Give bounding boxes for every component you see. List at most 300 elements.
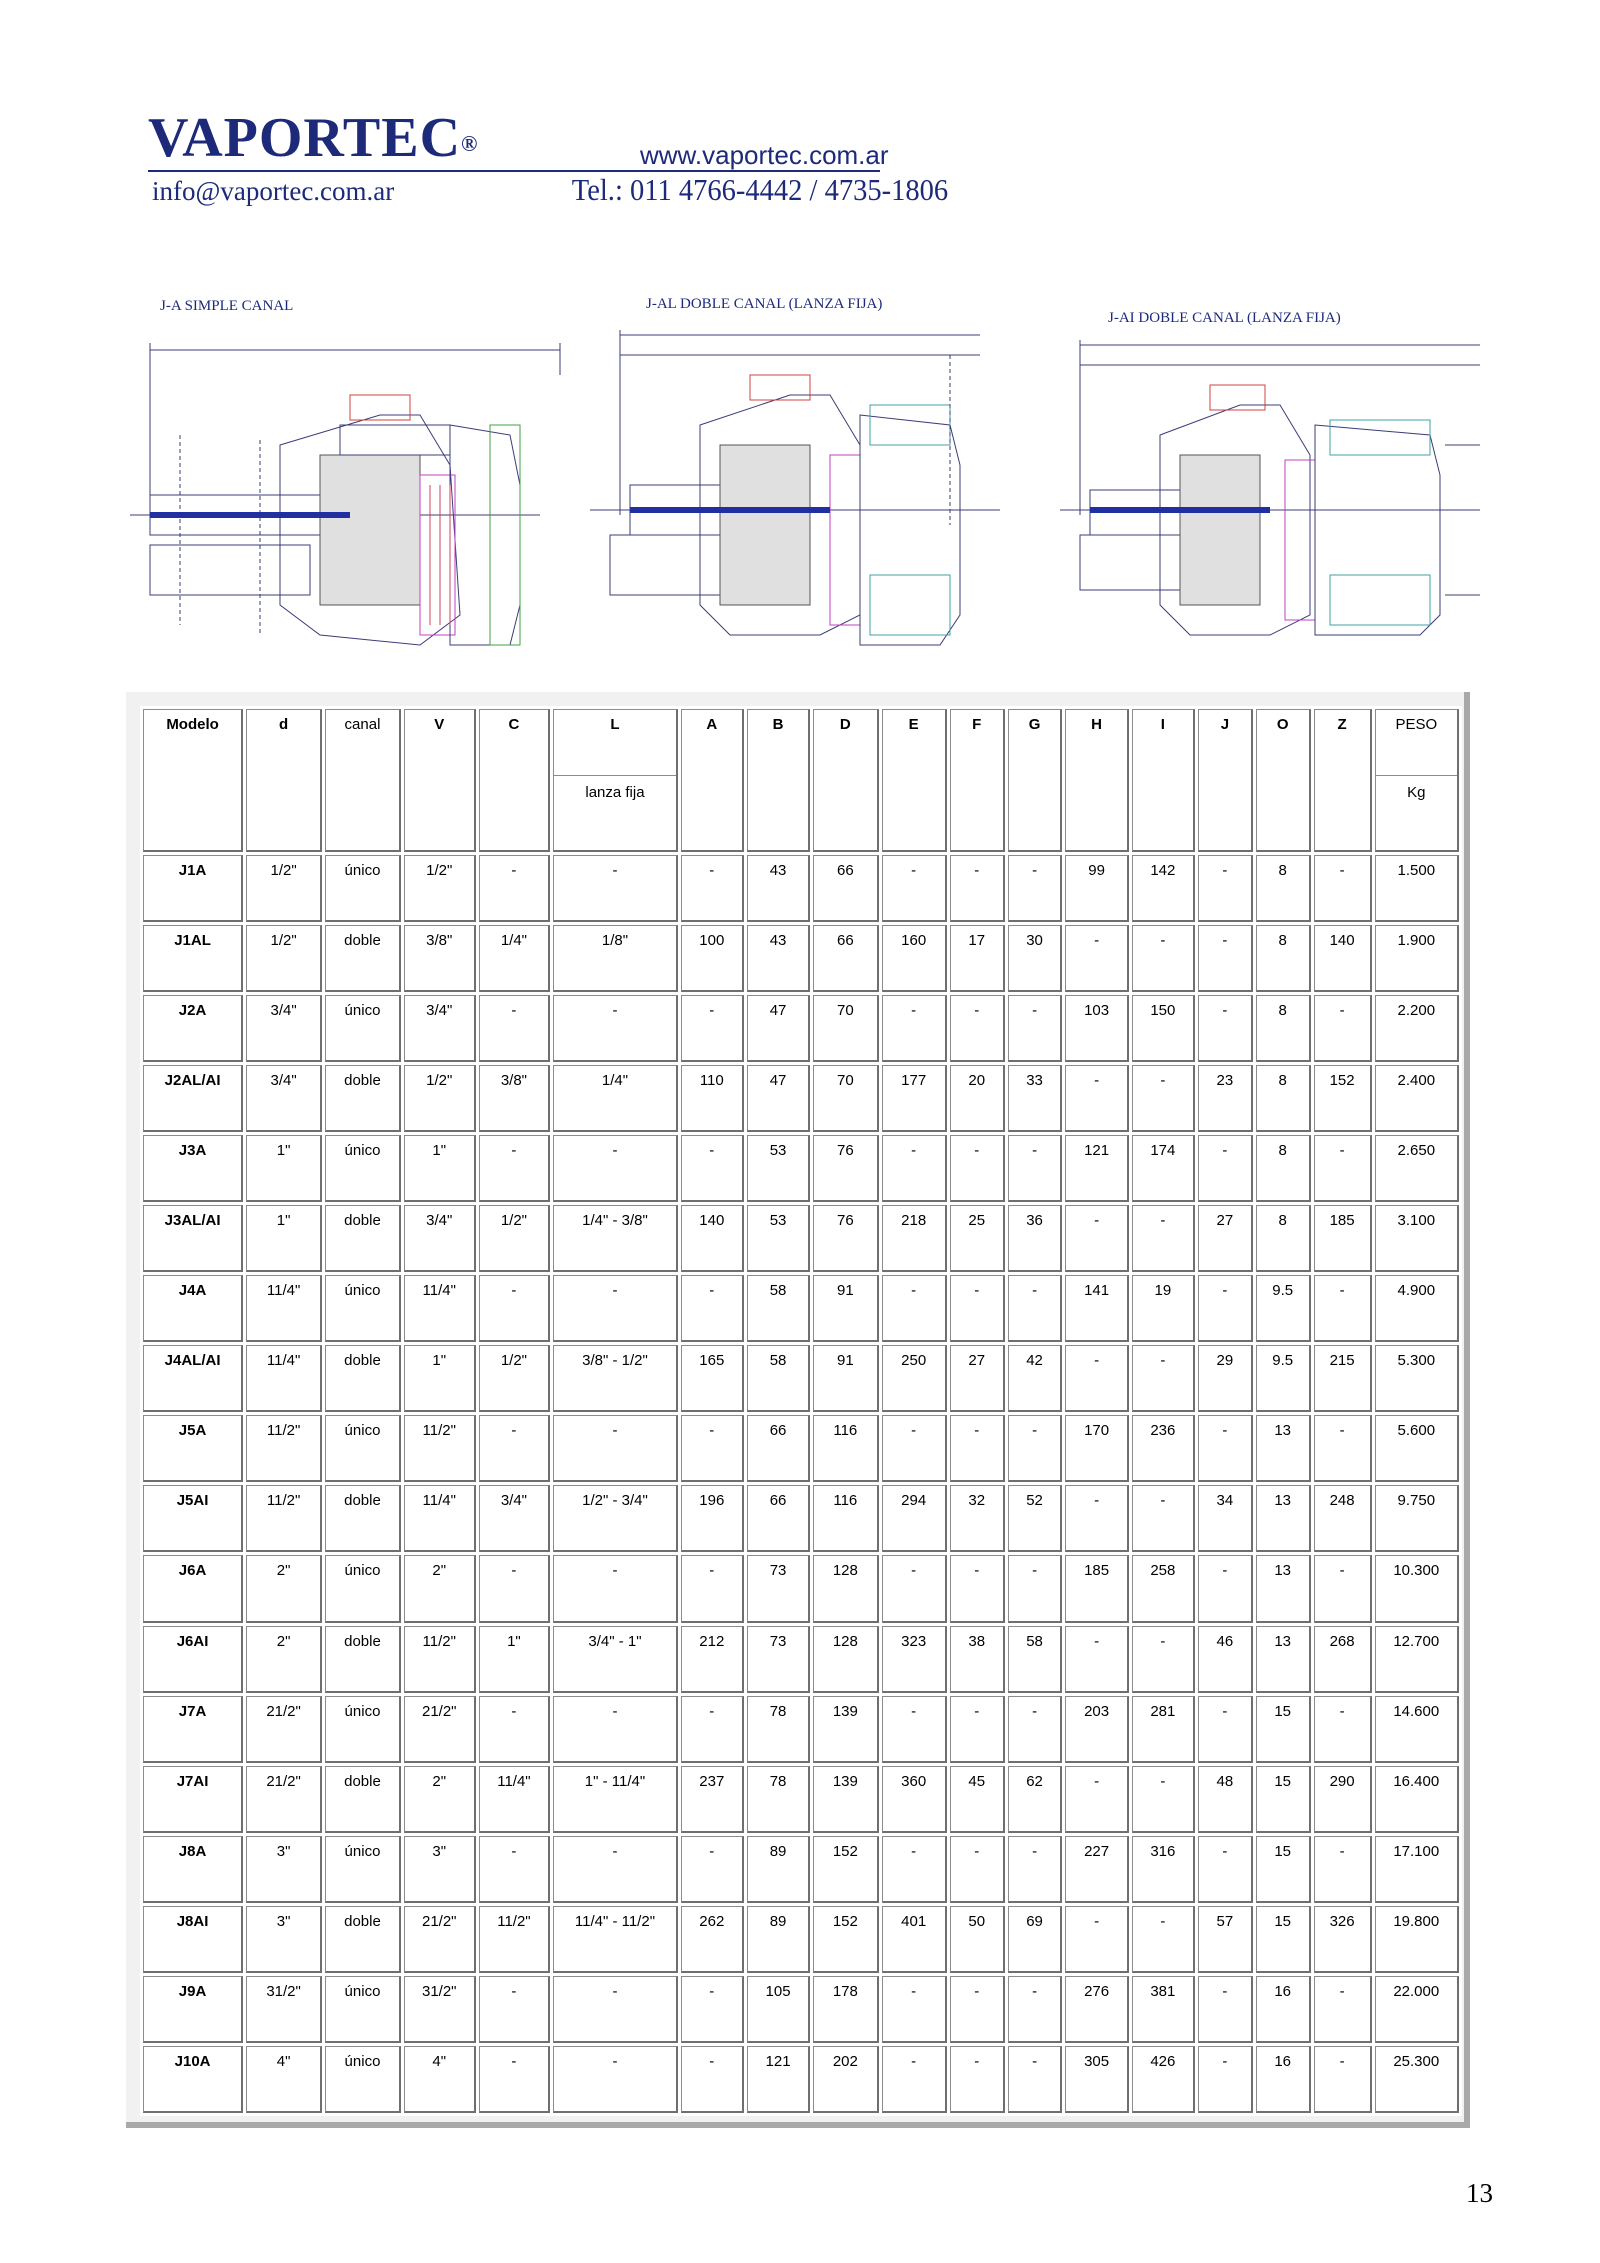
table-cell: 3/4" — [404, 1205, 476, 1272]
table-cell: 290 — [1314, 1766, 1372, 1833]
table-cell: 32 — [950, 1485, 1005, 1552]
table-cell: 323 — [882, 1626, 947, 1693]
table-cell: 250 — [882, 1345, 947, 1412]
table-cell: - — [1198, 855, 1253, 922]
table-cell: - — [681, 995, 744, 1062]
table-cell: doble — [325, 1205, 401, 1272]
table-cell: 17.100 — [1375, 1836, 1459, 1903]
table-cell: 53 — [747, 1135, 810, 1202]
table-cell: 3/4" - 1" — [553, 1626, 677, 1693]
table-cell: 170 — [1065, 1415, 1128, 1482]
drawing-doble-canal-al — [570, 315, 1020, 685]
table-cell-model: J7A — [143, 1696, 243, 1763]
table-cell: - — [553, 1555, 677, 1622]
table-cell: 13 — [1256, 1626, 1311, 1693]
table-cell: 33 — [1008, 1065, 1063, 1132]
table-cell: - — [1314, 1415, 1372, 1482]
table-cell: 178 — [813, 1976, 878, 2043]
table-cell: 1/2" — [479, 1345, 551, 1412]
table-cell: 1/2" — [404, 1065, 476, 1132]
table-cell-model: J10A — [143, 2046, 243, 2113]
table-cell: - — [1198, 995, 1253, 1062]
table-cell: - — [1132, 925, 1195, 992]
table-cell: 1/4" — [479, 925, 551, 992]
table-cell: 426 — [1132, 2046, 1195, 2113]
table-body — [143, 855, 1459, 2113]
table-cell: 99 — [1065, 855, 1128, 922]
brand-logo: VAPORTEC® — [148, 107, 479, 169]
table-cell: 16 — [1256, 1976, 1311, 2043]
table-cell: - — [1008, 1555, 1063, 1622]
table-cell: 4" — [246, 2046, 322, 2113]
table-cell: 305 — [1065, 2046, 1128, 2113]
table-cell-model: J6A — [143, 1555, 243, 1622]
phone-text: Tel.: 011 4766-4442 / 4735-1806 — [571, 172, 949, 207]
table-row — [143, 1205, 1459, 1272]
table-cell: 105 — [747, 1976, 810, 2043]
table-cell: - — [479, 2046, 551, 2113]
table-cell: 236 — [1132, 1415, 1195, 1482]
col-header-v: V — [404, 709, 476, 852]
website-text: www.vaportec.com.ar — [640, 140, 889, 170]
col-header-b: B — [747, 709, 810, 852]
col-header-dd: D — [813, 709, 878, 852]
table-row — [143, 1275, 1459, 1342]
table-cell: - — [1314, 2046, 1372, 2113]
table-cell: 1" — [404, 1345, 476, 1412]
table-cell: - — [1198, 1275, 1253, 1342]
table-cell: 248 — [1314, 1485, 1372, 1552]
table-cell: - — [882, 1555, 947, 1622]
drawing-title-doble-ai: J-AI DOBLE CANAL (LANZA FIJA) — [1108, 310, 1341, 326]
table-cell: - — [1314, 855, 1372, 922]
table-cell: único — [325, 1415, 401, 1482]
col-header-e: E — [882, 709, 947, 852]
table-row — [143, 1555, 1459, 1622]
table-cell: 139 — [813, 1696, 878, 1763]
table-cell: 11/4" - 11/2" — [553, 1906, 677, 1973]
table-cell: 23 — [1198, 1065, 1253, 1132]
table-cell: doble — [325, 1065, 401, 1132]
table-cell: 27 — [950, 1345, 1005, 1412]
table-cell: 14.600 — [1375, 1696, 1459, 1763]
table-cell: 1/4" - 3/8" — [553, 1205, 677, 1272]
table-cell: - — [1008, 1415, 1063, 1482]
table-cell: - — [1314, 1836, 1372, 1903]
table-cell: - — [1008, 1836, 1063, 1903]
table-cell: - — [681, 1976, 744, 2043]
table-cell: 121 — [1065, 1135, 1128, 1202]
table-cell: - — [1132, 1485, 1195, 1552]
table-cell: 2.200 — [1375, 995, 1459, 1062]
table-cell: único — [325, 2046, 401, 2113]
table-cell: - — [950, 995, 1005, 1062]
table-cell: - — [1132, 1626, 1195, 1693]
table-cell: doble — [325, 1626, 401, 1693]
table-cell: - — [882, 1135, 947, 1202]
table-cell: 268 — [1314, 1626, 1372, 1693]
table-cell: único — [325, 1135, 401, 1202]
table-cell-model: J5A — [143, 1415, 243, 1482]
table-cell: 47 — [747, 995, 810, 1062]
drawing-simple-canal — [120, 315, 580, 670]
table-cell: doble — [325, 1766, 401, 1833]
table-cell: 227 — [1065, 1836, 1128, 1903]
table-cell: 11/2" — [246, 1415, 322, 1482]
table-cell-model: J9A — [143, 1976, 243, 2043]
table-cell: 66 — [813, 855, 878, 922]
table-cell: 401 — [882, 1906, 947, 1973]
table-cell: 20 — [950, 1065, 1005, 1132]
table-cell: 1/2" - 3/4" — [553, 1485, 677, 1552]
table-cell: - — [1198, 1135, 1253, 1202]
table-cell: 3/8" — [404, 925, 476, 992]
table-cell: - — [553, 1135, 677, 1202]
table-cell: - — [553, 1836, 677, 1903]
table-cell: 47 — [747, 1065, 810, 1132]
page-number: 13 — [1466, 2178, 1493, 2208]
table-cell: 3/4" — [246, 995, 322, 1062]
table-cell: 69 — [1008, 1906, 1063, 1973]
table-cell: 25 — [950, 1205, 1005, 1272]
table-cell: - — [479, 1836, 551, 1903]
table-cell: único — [325, 1275, 401, 1342]
table-cell: - — [479, 1976, 551, 2043]
table-cell: - — [479, 995, 551, 1062]
table-cell: - — [950, 1836, 1005, 1903]
table-cell: - — [479, 1135, 551, 1202]
table-cell: 2" — [246, 1555, 322, 1622]
table-cell: - — [1198, 925, 1253, 992]
spec-table — [140, 706, 1462, 2116]
table-cell: - — [1008, 995, 1063, 1062]
table-cell: 43 — [747, 925, 810, 992]
table-cell: 3.100 — [1375, 1205, 1459, 1272]
table-cell: - — [553, 1976, 677, 2043]
table-cell: - — [950, 1976, 1005, 2043]
table-cell: 34 — [1198, 1485, 1253, 1552]
table-cell: 2.400 — [1375, 1065, 1459, 1132]
table-cell: 294 — [882, 1485, 947, 1552]
table-cell: - — [1198, 1415, 1253, 1482]
table-cell-model: J8AI — [143, 1906, 243, 1973]
table-cell: 16 — [1256, 2046, 1311, 2113]
table-cell: - — [1008, 1275, 1063, 1342]
table-header-row — [143, 709, 1459, 852]
table-cell: 73 — [747, 1626, 810, 1693]
table-cell: 316 — [1132, 1836, 1195, 1903]
table-cell-model: J2A — [143, 995, 243, 1062]
table-cell: 1/2" — [404, 855, 476, 922]
table-cell: - — [1132, 1766, 1195, 1833]
table-cell: - — [882, 1275, 947, 1342]
col-header-f: F — [950, 709, 1005, 852]
table-cell: 185 — [1065, 1555, 1128, 1622]
table-cell: 8 — [1256, 1135, 1311, 1202]
col-header-peso: PESO Kg — [1375, 709, 1459, 852]
table-cell: 150 — [1132, 995, 1195, 1062]
table-cell: - — [950, 1135, 1005, 1202]
table-cell: 116 — [813, 1415, 878, 1482]
table-cell: - — [553, 1415, 677, 1482]
table-row — [143, 1485, 1459, 1552]
table-cell: - — [882, 1976, 947, 2043]
table-cell: - — [553, 995, 677, 1062]
table-cell: 73 — [747, 1555, 810, 1622]
table-cell: 103 — [1065, 995, 1128, 1062]
table-cell: - — [882, 1415, 947, 1482]
table-cell: - — [1132, 1065, 1195, 1132]
table-cell: 152 — [813, 1836, 878, 1903]
table-cell: 46 — [1198, 1626, 1253, 1693]
table-cell: 76 — [813, 1205, 878, 1272]
table-cell-model: J3AL/AI — [143, 1205, 243, 1272]
table-cell: 116 — [813, 1485, 878, 1552]
table-cell: 11/4" — [246, 1275, 322, 1342]
table-cell: único — [325, 855, 401, 922]
table-cell: 53 — [747, 1205, 810, 1272]
table-cell: - — [1198, 2046, 1253, 2113]
table-cell: 48 — [1198, 1766, 1253, 1833]
table-cell-model: J5AI — [143, 1485, 243, 1552]
table-cell: 152 — [813, 1906, 878, 1973]
table-cell: 66 — [747, 1485, 810, 1552]
table-cell: 21/2" — [404, 1906, 476, 1973]
table-cell: 5.300 — [1375, 1345, 1459, 1412]
table-cell: - — [882, 2046, 947, 2113]
table-row — [143, 995, 1459, 1062]
table-cell: 11/4" — [404, 1485, 476, 1552]
table-cell: - — [553, 2046, 677, 2113]
table-cell: 110 — [681, 1065, 744, 1132]
table-cell: - — [950, 1555, 1005, 1622]
table-row — [143, 1836, 1459, 1903]
table-cell: 8 — [1256, 925, 1311, 992]
table-cell-model: J3A — [143, 1135, 243, 1202]
table-cell: 11/4" — [246, 1345, 322, 1412]
table-cell: 9.750 — [1375, 1485, 1459, 1552]
table-cell: 15 — [1256, 1696, 1311, 1763]
table-cell-model: J4AL/AI — [143, 1345, 243, 1412]
table-cell: 58 — [747, 1345, 810, 1412]
table-cell: - — [479, 855, 551, 922]
table-row — [143, 1415, 1459, 1482]
table-cell: - — [1065, 925, 1128, 992]
table-cell: 174 — [1132, 1135, 1195, 1202]
table-cell: 218 — [882, 1205, 947, 1272]
table-cell-model: J1A — [143, 855, 243, 922]
col-header-g: G — [1008, 709, 1063, 852]
table-cell: 31/2" — [404, 1976, 476, 2043]
table-cell: 1" — [246, 1205, 322, 1272]
col-header-d: d — [246, 709, 322, 852]
table-cell: 203 — [1065, 1696, 1128, 1763]
col-header-i: I — [1132, 709, 1195, 852]
table-cell: - — [950, 1275, 1005, 1342]
table-cell: 142 — [1132, 855, 1195, 922]
table-cell: 70 — [813, 995, 878, 1062]
table-cell: 262 — [681, 1906, 744, 1973]
table-cell: 21/2" — [246, 1766, 322, 1833]
table-cell: 281 — [1132, 1696, 1195, 1763]
table-cell: 160 — [882, 925, 947, 992]
table-cell: - — [1198, 1836, 1253, 1903]
table-cell: 9.5 — [1256, 1275, 1311, 1342]
table-cell: 78 — [747, 1696, 810, 1763]
col-header-l: L lanza fija — [553, 709, 677, 852]
table-cell: 9.5 — [1256, 1345, 1311, 1412]
col-subheader-lanza-fija: lanza fija — [554, 775, 675, 801]
table-cell: 38 — [950, 1626, 1005, 1693]
table-cell: 165 — [681, 1345, 744, 1412]
table-cell: 139 — [813, 1766, 878, 1833]
table-row — [143, 1976, 1459, 2043]
table-cell: - — [882, 1836, 947, 1903]
table-cell: 10.300 — [1375, 1555, 1459, 1622]
table-cell: 16.400 — [1375, 1766, 1459, 1833]
table-cell: 1" - 11/4" — [553, 1766, 677, 1833]
table-cell: único — [325, 995, 401, 1062]
table-cell: 2" — [404, 1766, 476, 1833]
table-cell: 62 — [1008, 1766, 1063, 1833]
table-cell: - — [479, 1696, 551, 1763]
table-row — [143, 1345, 1459, 1412]
table-cell: 58 — [747, 1275, 810, 1342]
table-cell: 1" — [246, 1135, 322, 1202]
table-cell: 11/2" — [404, 1415, 476, 1482]
table-cell: doble — [325, 1906, 401, 1973]
table-cell: doble — [325, 1485, 401, 1552]
table-cell: 140 — [681, 1205, 744, 1272]
table-cell: 52 — [1008, 1485, 1063, 1552]
col-subheader-kg: Kg — [1376, 775, 1457, 801]
col-header-z: Z — [1314, 709, 1372, 852]
table-row — [143, 2046, 1459, 2113]
table-cell: 3/4" — [404, 995, 476, 1062]
table-cell: - — [1314, 1135, 1372, 1202]
table-cell: - — [1314, 1976, 1372, 2043]
table-cell: - — [479, 1415, 551, 1482]
table-cell: 8 — [1256, 995, 1311, 1062]
col-header-modelo: Modelo — [143, 709, 243, 852]
table-cell: 12.700 — [1375, 1626, 1459, 1693]
table-cell: - — [1008, 1696, 1063, 1763]
table-cell: 185 — [1314, 1205, 1372, 1272]
table-cell: - — [1314, 995, 1372, 1062]
table-cell-model: J6AI — [143, 1626, 243, 1693]
table-row — [143, 1696, 1459, 1763]
table-cell: 1.900 — [1375, 925, 1459, 992]
col-header-c: C — [479, 709, 551, 852]
col-header-o: O — [1256, 709, 1311, 852]
table-cell: 381 — [1132, 1976, 1195, 2043]
table-cell: único — [325, 1976, 401, 2043]
table-cell: 11/2" — [404, 1626, 476, 1693]
email-text: info@vaportec.com.ar — [152, 176, 395, 206]
table-cell: 1/4" — [553, 1065, 677, 1132]
table-row — [143, 1065, 1459, 1132]
table-cell: 2.650 — [1375, 1135, 1459, 1202]
table-cell: 3/4" — [479, 1485, 551, 1552]
table-cell: - — [950, 855, 1005, 922]
table-cell-model: J4A — [143, 1275, 243, 1342]
table-cell: 1" — [479, 1626, 551, 1693]
table-cell: - — [1008, 2046, 1063, 2113]
table-cell: 360 — [882, 1766, 947, 1833]
table-cell: 50 — [950, 1906, 1005, 1973]
table-cell-model: J7AI — [143, 1766, 243, 1833]
table-cell: - — [479, 1555, 551, 1622]
table-cell: 141 — [1065, 1275, 1128, 1342]
table-cell: - — [1065, 1485, 1128, 1552]
table-cell: - — [1065, 1065, 1128, 1132]
table-cell: 17 — [950, 925, 1005, 992]
table-cell: - — [882, 855, 947, 922]
table-cell: 42 — [1008, 1345, 1063, 1412]
table-cell: 4.900 — [1375, 1275, 1459, 1342]
table-row — [143, 925, 1459, 992]
table-cell: - — [553, 1275, 677, 1342]
table-cell: - — [1065, 1345, 1128, 1412]
table-cell: - — [950, 1415, 1005, 1482]
table-cell: - — [681, 1836, 744, 1903]
table-cell: 1/2" — [246, 855, 322, 922]
table-cell: - — [1065, 1906, 1128, 1973]
table-cell: 140 — [1314, 925, 1372, 992]
table-cell: 196 — [681, 1485, 744, 1552]
table-cell: 70 — [813, 1065, 878, 1132]
table-cell: 1/2" — [479, 1205, 551, 1272]
table-cell: 152 — [1314, 1065, 1372, 1132]
table-cell: 89 — [747, 1836, 810, 1903]
table-cell: 8 — [1256, 855, 1311, 922]
table-cell: 13 — [1256, 1555, 1311, 1622]
table-cell: - — [681, 1275, 744, 1342]
table-cell: - — [1198, 1555, 1253, 1622]
table-cell: doble — [325, 925, 401, 992]
table-cell: doble — [325, 1345, 401, 1412]
table-cell: - — [950, 1696, 1005, 1763]
table-cell: 91 — [813, 1345, 878, 1412]
table-cell: 5.600 — [1375, 1415, 1459, 1482]
table-row — [143, 855, 1459, 922]
table-cell: 3/8" - 1/2" — [553, 1345, 677, 1412]
table-cell: 8 — [1256, 1205, 1311, 1272]
col-header-canal: canal — [325, 709, 401, 852]
table-cell: 31/2" — [246, 1976, 322, 2043]
table-cell: 11/4" — [479, 1766, 551, 1833]
table-cell: 3" — [246, 1836, 322, 1903]
table-cell-model: J1AL — [143, 925, 243, 992]
table-row — [143, 1135, 1459, 1202]
table-cell: 215 — [1314, 1345, 1372, 1412]
drawing-title-simple: J-A SIMPLE CANAL — [160, 298, 294, 314]
drawing-doble-canal-ai — [1060, 325, 1500, 665]
table-cell: 3/8" — [479, 1065, 551, 1132]
table-cell: 19 — [1132, 1275, 1195, 1342]
table-cell: - — [1008, 855, 1063, 922]
table-cell: 212 — [681, 1626, 744, 1693]
table-cell: 2" — [246, 1626, 322, 1693]
table-cell: - — [1314, 1555, 1372, 1622]
table-cell: - — [681, 1135, 744, 1202]
table-cell: 237 — [681, 1766, 744, 1833]
table-cell: 15 — [1256, 1766, 1311, 1833]
table-cell: 57 — [1198, 1906, 1253, 1973]
table-cell: 21/2" — [404, 1696, 476, 1763]
table-cell: 13 — [1256, 1415, 1311, 1482]
table-cell: - — [681, 1555, 744, 1622]
